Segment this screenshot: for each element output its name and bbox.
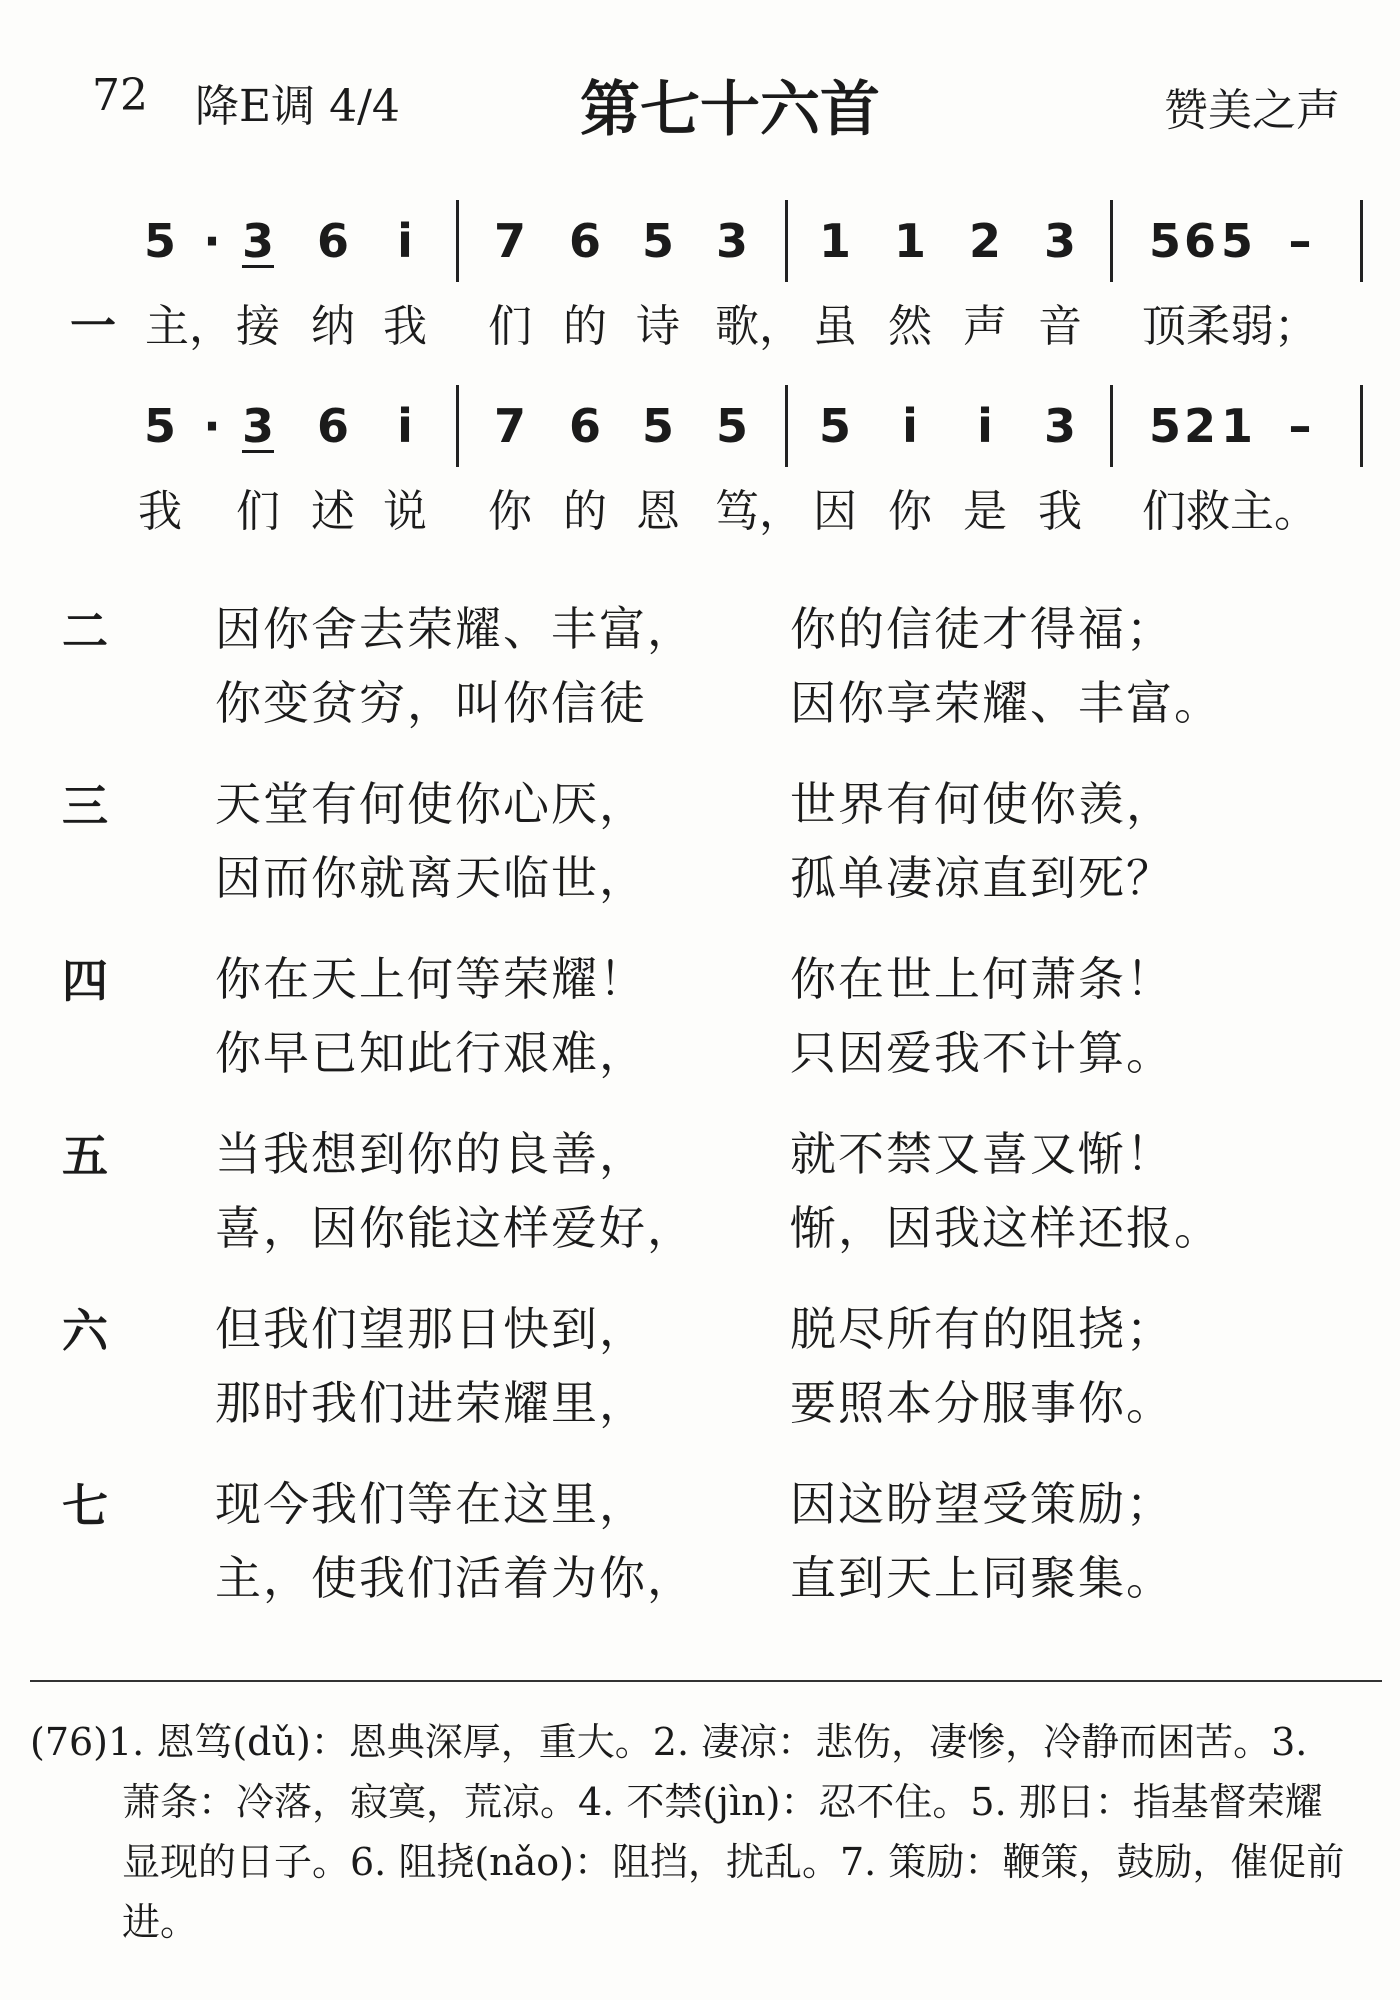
verse-list [0,585,1400,1635]
lyric: 接 [236,301,280,352]
note: 7 [493,214,526,268]
lyric-line-2 [0,475,1400,545]
verse-line: 惭，因我这样还报。 [790,1201,1222,1255]
note: 5 [143,399,176,453]
verse-number: 四 [62,954,108,1008]
footnote-divider [30,1680,1382,1682]
note: 6 [1183,214,1216,268]
verse [0,760,1400,935]
footnote-line: 进。 [122,1900,199,1944]
note: 3 [241,214,274,268]
lyric: 笃， [715,486,803,537]
bar-line [785,200,788,282]
notation-line-1 [0,200,1400,290]
verse-line: 就不禁又喜又惭！ [790,1127,1174,1181]
verse-line: 你在天上何等荣耀！ [215,952,647,1006]
bar-line [456,200,459,282]
note: 6 [568,214,601,268]
verse-line: 因而你就离天临世， [215,851,647,905]
note: 2 [968,214,1001,268]
note: 3 [241,399,274,453]
verse-line: 世界有何使你羡， [790,777,1174,831]
note-row [0,385,1400,475]
lyric: 们 [236,486,280,537]
page-number: 72 [92,70,148,121]
note: 2 [1183,399,1216,453]
bar-line [456,385,459,467]
hymn-title: 第七十六首 [580,75,880,145]
footnote-line: (76)1. 恩笃(dǔ)：恩典深厚，重大。2. 凄凉：悲伤，凄惨，冷静而困苦。3. [30,1720,1308,1764]
verse-line: 直到天上同聚集。 [790,1551,1174,1605]
verse-number: 一 [70,299,116,353]
verse-line: 喜，因你能这样爱好， [215,1201,695,1255]
note: 3 [1043,214,1076,268]
footnote [30,1712,1385,1952]
bar-line [1110,200,1113,282]
lyric: 的 [563,301,607,352]
bar-line [1360,200,1363,282]
note: 6 [316,399,349,453]
page-header [0,62,1400,145]
lyric: 虽 [813,301,857,352]
note: i [977,399,993,453]
key-signature: 降E调 4/4 [195,81,400,132]
note: 5 [715,399,748,453]
verse-line: 脱尽所有的阻挠； [790,1302,1174,1356]
lyric: 是 [963,486,1007,537]
lyric: 说 [383,486,427,537]
footnote-line: 显现的日子。6. 阻挠(nǎo)：阻挡，扰乱。7. 策励：鞭策，鼓励，催促前 [122,1840,1345,1884]
note: i [397,399,413,453]
note: 1 [1220,399,1253,453]
note: 3 [1043,399,1076,453]
bar-line [1110,385,1113,467]
note: 5 [641,214,674,268]
lyric: 我 [1038,486,1082,537]
lyric: 你 [888,486,932,537]
lyric: 们救主。 [1142,486,1318,537]
footnote-line: 萧条：冷落，寂寞，荒凉。4. 不禁(jìn)：忍不住。5. 那日：指基督荣耀 [122,1780,1323,1824]
hymn-source: 赞美之声 [1164,85,1340,136]
lyric: 声 [963,301,1007,352]
note: 5 [641,399,674,453]
lyric: 你 [488,486,532,537]
verse-line: 孤单凄凉直到死？ [790,851,1174,905]
verse-line: 你变贫穷，叫你信徒 [215,676,647,730]
lyric: 纳 [311,301,355,352]
verse-line: 你在世上何萧条！ [790,952,1174,1006]
verse [0,1460,1400,1635]
lyric: 然 [888,301,932,352]
lyric: 们 [488,301,532,352]
note: 5 [1220,214,1253,268]
verse-line: 因你舍去荣耀、丰富， [215,602,695,656]
verse [0,1285,1400,1460]
verse [0,935,1400,1110]
verse-line: 现今我们等在这里， [215,1477,647,1531]
note-dot: · [203,399,221,453]
note: i [397,214,413,268]
note: 5 [1148,214,1181,268]
verse-line: 但我们望那日快到， [215,1302,647,1356]
verse-line: 只因爱我不计算。 [790,1026,1174,1080]
lyric: 音 [1038,301,1082,352]
lyric: 因 [813,486,857,537]
verse-line: 那时我们进荣耀里， [215,1376,647,1430]
verse-line: 因你享荣耀、丰富。 [790,676,1222,730]
note: 6 [316,214,349,268]
verse-line: 因这盼望受策励； [790,1477,1174,1531]
note: 5 [818,399,851,453]
verse-line: 天堂有何使你心厌， [215,777,647,831]
note: 1 [893,214,926,268]
verse-number: 六 [62,1304,108,1358]
verse [0,1110,1400,1285]
verse [0,585,1400,760]
lyric: 顶柔弱； [1142,301,1318,352]
note: 6 [568,399,601,453]
note: 5 [143,214,176,268]
note: i [902,399,918,453]
note: 5 [1148,399,1181,453]
verse-line: 你的信徒才得福； [790,602,1174,656]
lyric-line-1 [0,290,1400,360]
lyric: 我 [383,301,427,352]
lyric: 我 [138,486,182,537]
verse-number: 二 [62,604,108,658]
lyric: 的 [563,486,607,537]
note-hold: – [1288,214,1312,268]
lyric: 歌， [715,301,803,352]
verse-line: 要照本分服事你。 [790,1376,1174,1430]
lyric: 诗 [636,301,680,352]
verse-number: 七 [62,1479,108,1533]
bar-line [1360,385,1363,467]
verse-number: 五 [62,1129,108,1183]
note: 3 [715,214,748,268]
note: 7 [493,399,526,453]
note-hold: – [1288,399,1312,453]
bar-line [785,385,788,467]
note-row [0,200,1400,290]
lyric: 述 [311,486,355,537]
lyric: 主， [145,301,233,352]
verse-line: 你早已知此行艰难， [215,1026,647,1080]
verse-line: 主，使我们活着为你， [215,1551,695,1605]
note: 1 [818,214,851,268]
lyric: 恩 [636,486,680,537]
note-dot: · [203,214,221,268]
verse-line: 当我想到你的良善， [215,1127,647,1181]
notation-line-2 [0,385,1400,475]
verse-number: 三 [62,779,108,833]
